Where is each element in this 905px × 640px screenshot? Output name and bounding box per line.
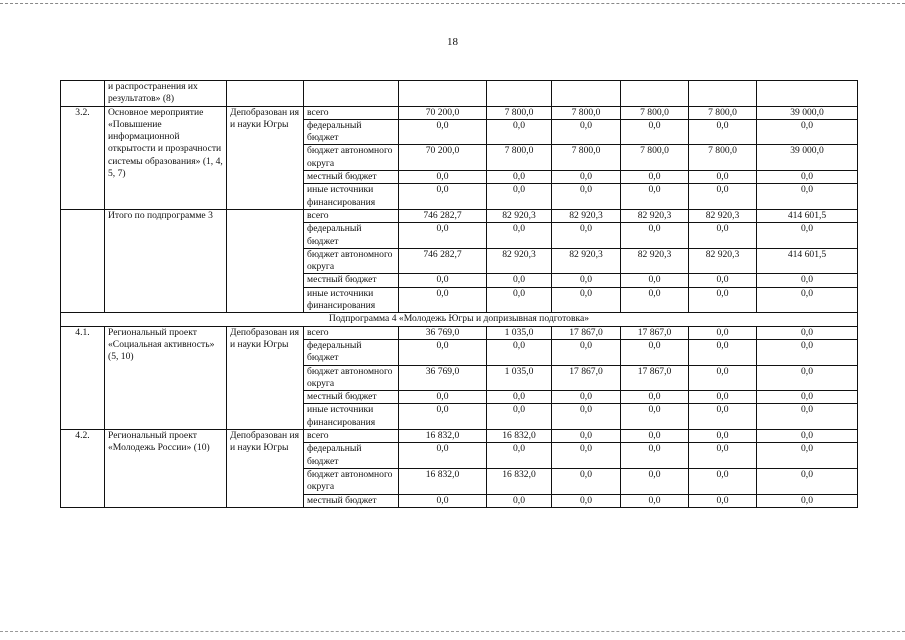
item-number: 4.1. — [61, 326, 105, 429]
amount-cell: 0,0 — [689, 171, 757, 184]
amount-cell: 17 867,0 — [621, 326, 689, 339]
funding-source: федеральный бюджет — [304, 119, 399, 145]
amount-cell: 0,0 — [487, 391, 552, 404]
amount-cell: 0,0 — [757, 184, 858, 210]
amount-cell: 39 000,0 — [757, 145, 858, 171]
amount-cell: 17 867,0 — [552, 326, 621, 339]
funding-source: всего — [304, 430, 399, 443]
amount-cell: 0,0 — [757, 171, 858, 184]
amount-cell: 0,0 — [621, 404, 689, 430]
item-executor: Депобразован ия и науки Югры — [227, 106, 304, 209]
amount-cell: 0,0 — [757, 404, 858, 430]
amount-cell: 0,0 — [487, 287, 552, 313]
amount-cell: 39 000,0 — [757, 106, 858, 119]
funding-source: бюджет автономного округа — [304, 248, 399, 274]
amount-cell: 0,0 — [552, 443, 621, 469]
amount-cell: 1 035,0 — [487, 326, 552, 339]
amount-cell: 0,0 — [399, 184, 487, 210]
funding-source: всего — [304, 326, 399, 339]
section-row — [61, 313, 858, 326]
item-number: 3.2. — [61, 106, 105, 209]
amount-cell: 0,0 — [621, 287, 689, 313]
section-title: Подпрограмма 4 «Молодежь Югры и допризывная подготовка» — [61, 313, 858, 326]
amount-cell: 82 920,3 — [487, 209, 552, 222]
amount-cell: 414 601,5 — [757, 209, 858, 222]
funding-source: всего — [304, 209, 399, 222]
amount-cell: 7 800,0 — [487, 106, 552, 119]
amount-cell: 16 832,0 — [399, 430, 487, 443]
scan-edge-bottom — [0, 631, 905, 634]
amount-cell: 7 800,0 — [689, 145, 757, 171]
amount-cell: 0,0 — [399, 391, 487, 404]
funding-source: местный бюджет — [304, 494, 399, 507]
amount-cell: 70 200,0 — [399, 145, 487, 171]
amount-cell: 0,0 — [487, 223, 552, 249]
amount-cell: 0,0 — [552, 274, 621, 287]
amount-cell: 82 920,3 — [552, 209, 621, 222]
table-row — [61, 326, 858, 339]
amount-cell: 0,0 — [552, 391, 621, 404]
amount-cell: 7 800,0 — [552, 106, 621, 119]
amount-cell: 82 920,3 — [621, 209, 689, 222]
amount-cell: 0,0 — [552, 339, 621, 365]
amount-cell: 0,0 — [621, 184, 689, 210]
funding-source: всего — [304, 106, 399, 119]
amount-cell: 0,0 — [757, 326, 858, 339]
amount-cell: 0,0 — [689, 494, 757, 507]
amount-cell: 17 867,0 — [621, 365, 689, 391]
scan-edge-top — [0, 0, 905, 4]
amount-cell: 0,0 — [552, 287, 621, 313]
amount-cell: 0,0 — [399, 274, 487, 287]
table-row — [61, 209, 858, 222]
amount-cell: 7 800,0 — [621, 145, 689, 171]
amount-cell: 7 800,0 — [621, 106, 689, 119]
amount-cell: 0,0 — [552, 430, 621, 443]
item-name: Региональный проект «Молодежь России» (10) — [105, 430, 227, 508]
amount-cell: 0,0 — [621, 223, 689, 249]
amount-cell: 0,0 — [689, 391, 757, 404]
amount-cell: 0,0 — [487, 339, 552, 365]
amount-cell: 82 920,3 — [552, 248, 621, 274]
amount-cell: 82 920,3 — [689, 248, 757, 274]
amount-cell: 0,0 — [552, 223, 621, 249]
amount-cell: 746 282,7 — [399, 209, 487, 222]
amount-cell: 0,0 — [399, 223, 487, 249]
item-name: Итого по подпрограмме 3 — [105, 209, 227, 312]
amount-cell: 0,0 — [757, 443, 858, 469]
amount-cell: 0,0 — [487, 494, 552, 507]
amount-cell: 0,0 — [399, 494, 487, 507]
amount-cell: 0,0 — [399, 404, 487, 430]
item-executor: Депобразован ия и науки Югры — [227, 326, 304, 429]
amount-cell: 82 920,3 — [487, 248, 552, 274]
amount-cell: 0,0 — [621, 430, 689, 443]
num-cell — [61, 81, 105, 107]
amount-cell: 0,0 — [689, 119, 757, 145]
amount-cell: 0,0 — [552, 494, 621, 507]
amount-cell: 36 769,0 — [399, 365, 487, 391]
funding-source: федеральный бюджет — [304, 223, 399, 249]
amount-cell: 0,0 — [487, 171, 552, 184]
amount-cell: 0,0 — [487, 274, 552, 287]
amount-cell: 0,0 — [399, 171, 487, 184]
amount-cell: 0,0 — [621, 443, 689, 469]
item-executor: Депобразован ия и науки Югры — [227, 430, 304, 508]
amount-cell: 16 832,0 — [487, 468, 552, 494]
amount-cell: 0,0 — [399, 339, 487, 365]
amount-cell: 82 920,3 — [621, 248, 689, 274]
amount-cell: 16 832,0 — [487, 430, 552, 443]
table-row — [61, 106, 858, 119]
amount-cell: 0,0 — [399, 443, 487, 469]
amount-cell: 0,0 — [621, 274, 689, 287]
continuation-row — [61, 81, 858, 107]
amount-cell: 1 035,0 — [487, 365, 552, 391]
amount-cell: 0,0 — [689, 223, 757, 249]
item-name: Основное мероприятие «Повышение информационной открытости и прозрачности системы образования» (1, 4, 5, 7) — [105, 106, 227, 209]
amount-cell: 0,0 — [552, 404, 621, 430]
table-row — [61, 430, 858, 443]
item-number: 4.2. — [61, 430, 105, 508]
amount-cell: 0,0 — [552, 171, 621, 184]
amount-cell: 0,0 — [689, 443, 757, 469]
amount-cell: 0,0 — [621, 391, 689, 404]
amount-cell: 7 800,0 — [487, 145, 552, 171]
amount-cell: 0,0 — [689, 365, 757, 391]
amount-cell: 0,0 — [621, 339, 689, 365]
amount-cell: 16 832,0 — [399, 468, 487, 494]
amount-cell: 0,0 — [689, 430, 757, 443]
amount-cell: 0,0 — [399, 119, 487, 145]
amount-cell: 0,0 — [399, 287, 487, 313]
amount-cell: 0,0 — [757, 430, 858, 443]
amount-cell: 7 800,0 — [552, 145, 621, 171]
continuation-text: и распространения их результатов» (8) — [105, 81, 227, 107]
funding-source: местный бюджет — [304, 274, 399, 287]
amount-cell: 0,0 — [757, 119, 858, 145]
amount-cell: 0,0 — [487, 443, 552, 469]
amount-cell: 0,0 — [757, 339, 858, 365]
amount-cell: 0,0 — [757, 274, 858, 287]
funding-source: иные источники финансирования — [304, 287, 399, 313]
amount-cell: 82 920,3 — [689, 209, 757, 222]
amount-cell: 0,0 — [757, 365, 858, 391]
amount-cell: 0,0 — [689, 326, 757, 339]
item-name: Региональный проект «Социальная активность» (5, 10) — [105, 326, 227, 429]
funding-source: местный бюджет — [304, 391, 399, 404]
amount-cell: 0,0 — [621, 468, 689, 494]
funding-table — [60, 80, 858, 508]
amount-cell: 0,0 — [689, 274, 757, 287]
amount-cell: 0,0 — [552, 184, 621, 210]
funding-source: местный бюджет — [304, 171, 399, 184]
funding-source: иные источники финансирования — [304, 184, 399, 210]
amount-cell: 70 200,0 — [399, 106, 487, 119]
amount-cell: 36 769,0 — [399, 326, 487, 339]
funding-source: бюджет автономного округа — [304, 145, 399, 171]
amount-cell: 0,0 — [757, 223, 858, 249]
amount-cell: 0,0 — [757, 287, 858, 313]
item-executor — [227, 209, 304, 312]
page-number: 18 — [447, 36, 458, 48]
item-number — [61, 209, 105, 312]
amount-cell: 0,0 — [487, 119, 552, 145]
amount-cell: 17 867,0 — [552, 365, 621, 391]
funding-source: федеральный бюджет — [304, 339, 399, 365]
amount-cell: 0,0 — [689, 468, 757, 494]
amount-cell: 414 601,5 — [757, 248, 858, 274]
funding-source: федеральный бюджет — [304, 443, 399, 469]
amount-cell: 0,0 — [757, 391, 858, 404]
amount-cell: 0,0 — [487, 184, 552, 210]
amount-cell: 0,0 — [621, 171, 689, 184]
funding-source: бюджет автономного округа — [304, 468, 399, 494]
amount-cell: 0,0 — [487, 404, 552, 430]
amount-cell: 746 282,7 — [399, 248, 487, 274]
funding-source: бюджет автономного округа — [304, 365, 399, 391]
amount-cell: 0,0 — [689, 404, 757, 430]
amount-cell: 0,0 — [689, 287, 757, 313]
amount-cell: 0,0 — [689, 339, 757, 365]
amount-cell: 0,0 — [757, 494, 858, 507]
amount-cell: 0,0 — [621, 119, 689, 145]
amount-cell: 0,0 — [757, 468, 858, 494]
amount-cell: 7 800,0 — [689, 106, 757, 119]
funding-source: иные источники финансирования — [304, 404, 399, 430]
amount-cell: 0,0 — [552, 119, 621, 145]
amount-cell: 0,0 — [689, 184, 757, 210]
amount-cell: 0,0 — [621, 494, 689, 507]
amount-cell: 0,0 — [552, 468, 621, 494]
